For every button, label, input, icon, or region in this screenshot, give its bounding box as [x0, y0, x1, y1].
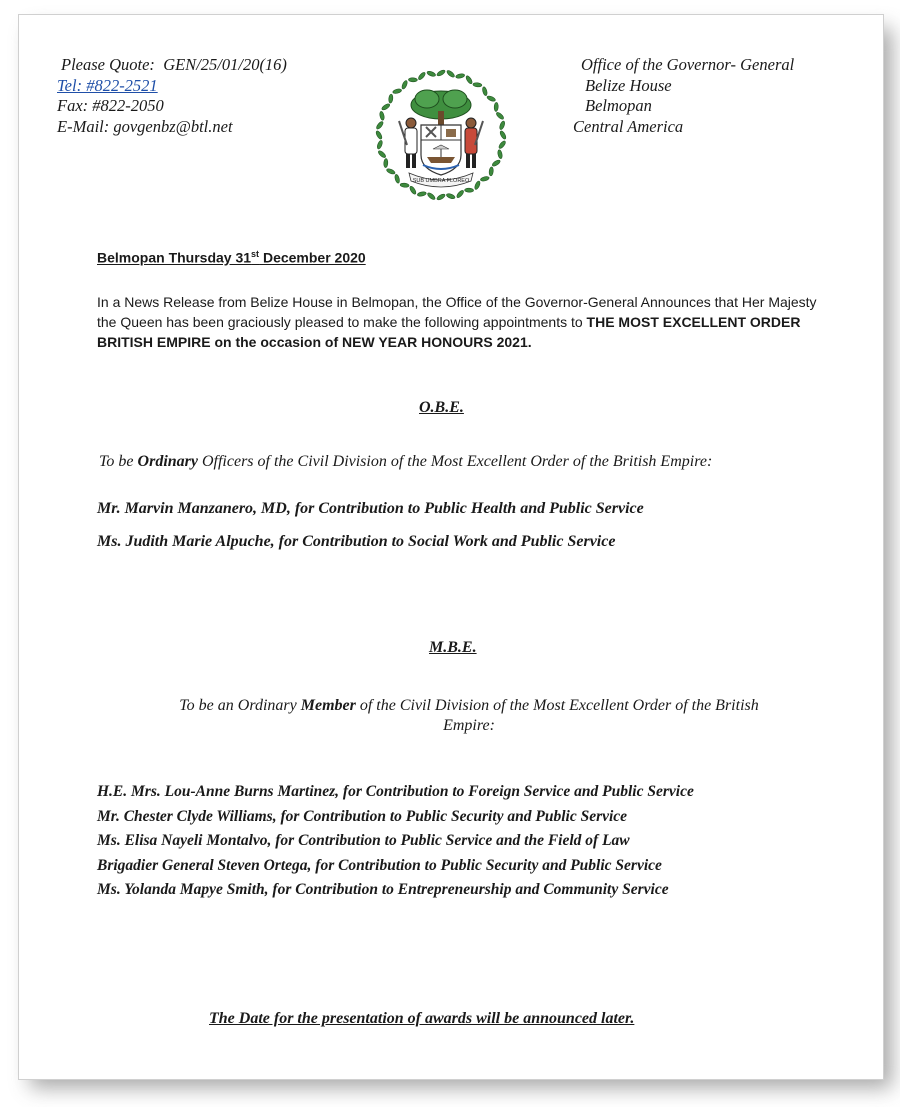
- wreath-leaf: [465, 188, 474, 192]
- list-item: Mr. Chester Clyde Williams, for Contribution to Public Security and Public Service: [97, 807, 628, 825]
- obe-description: To be Ordinary Officers of the Civil Division of the Most Excellent Order of the British Empire:: [99, 453, 713, 470]
- document-page: [18, 14, 884, 1080]
- wreath-leaf: [465, 75, 473, 85]
- wreath-leaf: [417, 191, 427, 197]
- mbe-description: To be an Ordinary Member of the Civil Division of the Most Excellent Order of the British Empire:: [179, 697, 759, 734]
- wreath-leaf: [436, 69, 446, 77]
- wreath-leaf: [375, 121, 384, 131]
- wreath-leaf: [489, 167, 494, 176]
- wreath-leaf: [480, 176, 490, 182]
- wreath-leaf: [495, 111, 504, 120]
- wreath-leaf: [408, 78, 417, 82]
- wreath-leaf: [497, 149, 503, 159]
- wreath-leaf: [486, 95, 496, 102]
- dateline: Belmopan Thursday 31st December 2020: [97, 249, 366, 266]
- wreath-leaf: [381, 103, 391, 111]
- wreath-leaf: [474, 180, 481, 190]
- wreath-leaf: [376, 140, 383, 150]
- intro-paragraph: In a News Release from Belize House in Belmopan, the Office of the Governor-General Announces that Her Majesty the Queen has been graciously pleased to make the following appointments to THE MOST EXCELLENT ORDER BRITISH EMPIRE on the occasion of NEW YEAR HONOURS 2021.: [97, 294, 817, 350]
- list-item: Mr. Marvin Manzanero, MD, for Contribution to Public Health and Public Service: [97, 500, 644, 517]
- wreath-leaf: [388, 94, 393, 103]
- wreath-leaf: [375, 130, 383, 140]
- closing-note: The Date for the presentation of awards will be announced later.: [209, 1010, 635, 1027]
- wreath-leaf: [499, 120, 506, 130]
- belize-coat-of-arms-seal: [371, 65, 511, 205]
- wreath-leaf: [417, 71, 426, 80]
- svg-text:SUB UMBRA FLOREO: SUB UMBRA FLOREO: [412, 178, 470, 184]
- mbe-honorees-list: [97, 780, 694, 903]
- wreath-leaf: [494, 102, 498, 111]
- wreath-leaf: [386, 168, 396, 175]
- mbe-heading: M.B.E.: [429, 639, 477, 656]
- wreath-leaf: [401, 80, 408, 90]
- wreath-leaf: [446, 193, 456, 200]
- list-item: H.E. Mrs. Lou-Anne Burns Martinez, for Contribution to Foreign Service and Public Service: [97, 783, 694, 800]
- quote-reference: Please Quote: GEN/25/01/20(16): [61, 55, 287, 74]
- wreath-leaf: [379, 111, 385, 121]
- wreath-leaf: [456, 189, 465, 198]
- wreath-leaf: [498, 140, 507, 150]
- wreath-leaf: [473, 82, 482, 87]
- list-item: Brigadier General Steven Ortega, for Contribution to Public Security and Public Service: [97, 856, 662, 874]
- list-item: Ms. Yolanda Mapye Smith, for Contribution to Entrepreneurship and Community Service: [97, 881, 669, 898]
- wreath-leaf: [499, 130, 507, 140]
- wreath-leaf: [446, 69, 456, 78]
- wreath-leaf: [384, 159, 388, 168]
- wreath-leaf: [455, 73, 465, 79]
- contact-block: [57, 55, 287, 137]
- wreath-leaf: [400, 183, 409, 188]
- wreath-leaf: [409, 185, 417, 195]
- telephone-link[interactable]: Tel: #822-2521: [57, 75, 158, 95]
- wreath-leaf: [392, 88, 402, 94]
- obe-honorees-list: [97, 492, 644, 558]
- wreath-leaf: [427, 192, 437, 201]
- wreath-leaf: [426, 70, 436, 77]
- wreath-leaf: [436, 193, 446, 201]
- wreath-leaf: [394, 174, 400, 184]
- obe-heading: O.B.E.: [419, 399, 464, 416]
- email-line: E-Mail: govgenbz@btl.net: [57, 116, 233, 136]
- list-item: Ms. Elisa Nayeli Montalvo, for Contribution to Public Service and the Field of Law: [97, 832, 630, 849]
- fax-line: Fax: #822-2050: [57, 96, 164, 115]
- list-item: Ms. Judith Marie Alpuche, for Contribution to Social Work and Public Service: [97, 533, 616, 550]
- office-address: Office of the Governor- General Belize House Belmopan Central America: [573, 55, 795, 136]
- wreath-leaf: [377, 150, 386, 159]
- wreath-leaf: [482, 86, 488, 96]
- wreath-leaf: [491, 159, 501, 167]
